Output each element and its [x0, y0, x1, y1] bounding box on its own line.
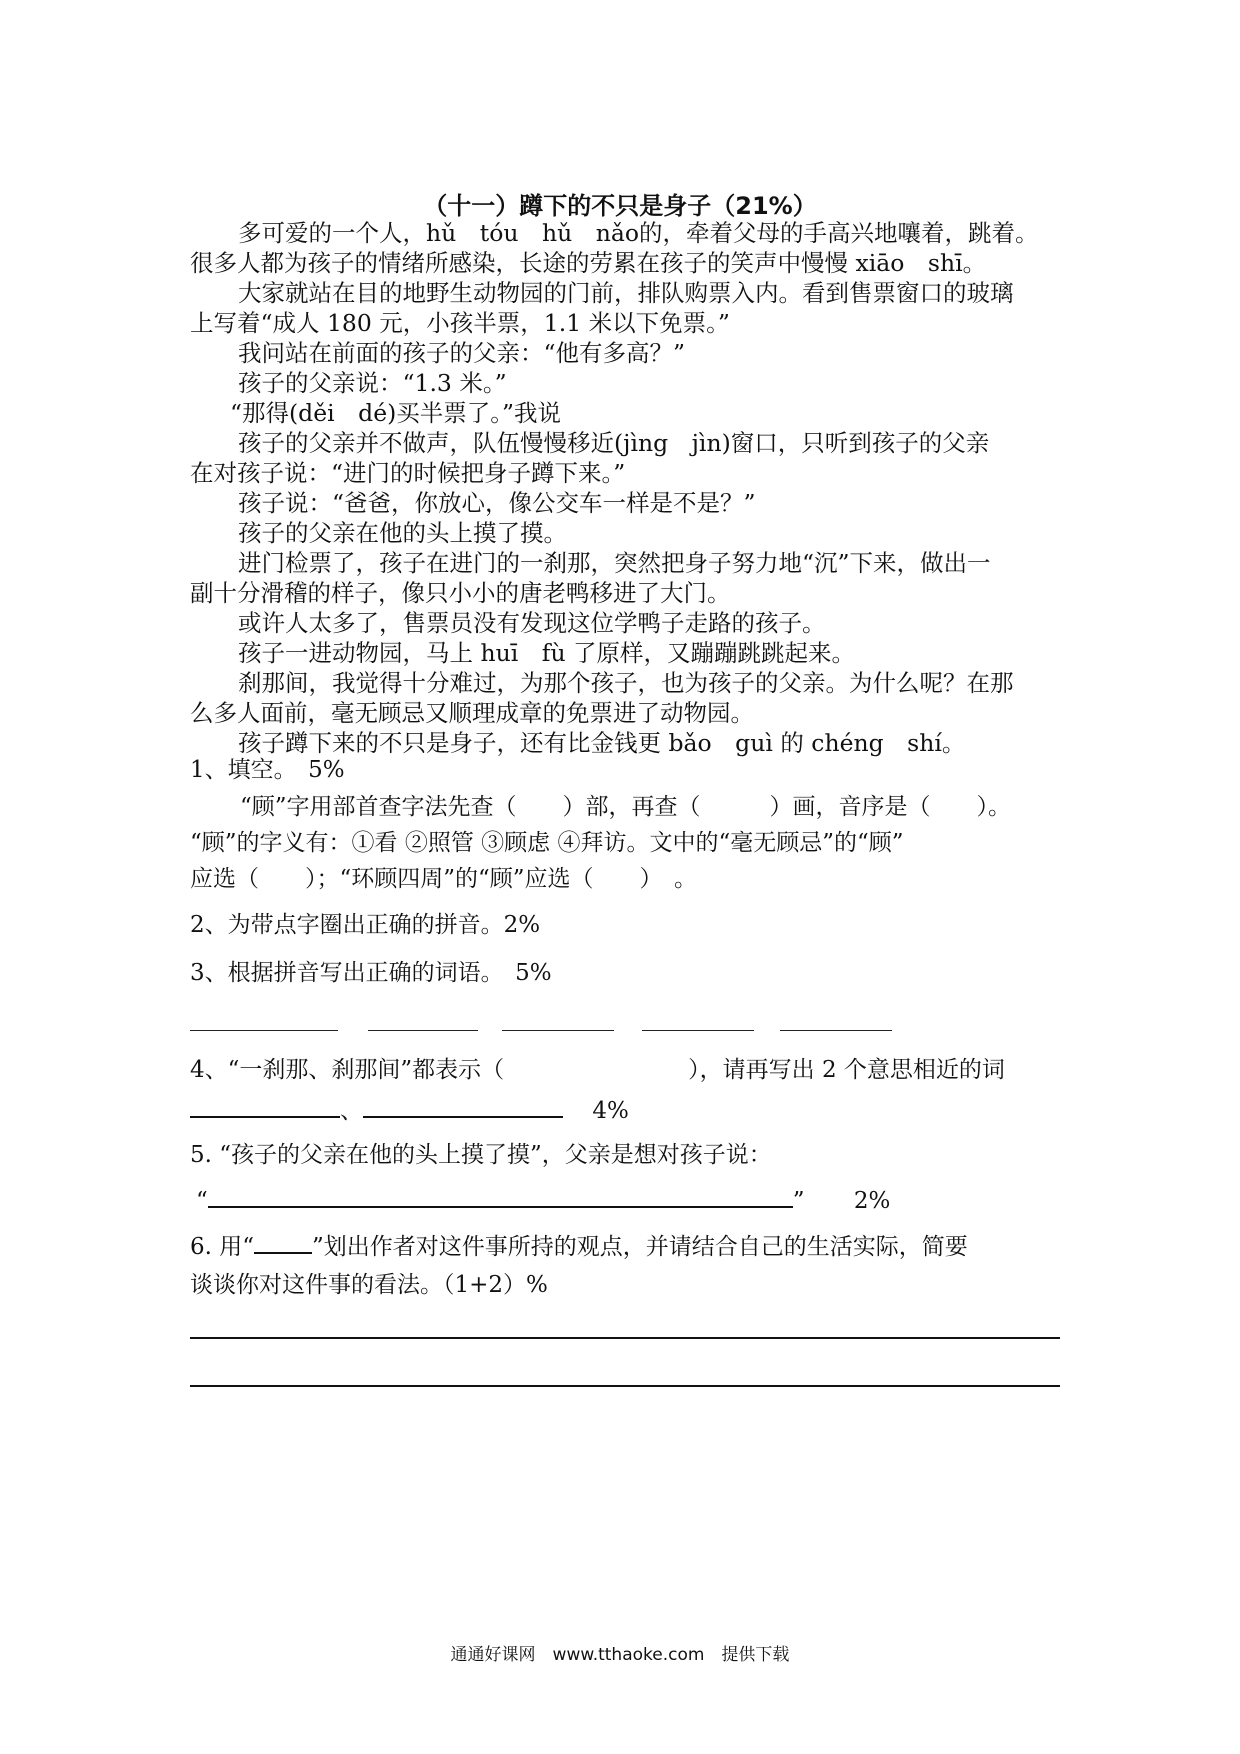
- passage-line: 孩子的父亲并不做声，队伍慢慢移近(jìng jìn)窗口，只听到孩子的父亲: [238, 429, 990, 457]
- question-6-prefix: 6. 用“: [190, 1234, 255, 1260]
- question-1-line: 应选（ ）；“环顾四周”的“顾”应选（ ） 。: [190, 866, 698, 892]
- question-6-line: [190, 1232, 1060, 1262]
- close-quote: ”: [792, 1188, 805, 1214]
- answer-blank[interactable]: [368, 1030, 478, 1031]
- passage-line: 孩子蹲下来的不只是身子，还有比金钱更 bǎo guì 的 chéng shí。: [238, 729, 966, 757]
- answer-line[interactable]: [190, 1385, 1060, 1387]
- passage-line: 孩子说：“爸爸，你放心，像公交车一样是不是？”: [238, 489, 756, 517]
- question-6-suffix: ”划出作者对这件事所持的观点，并请结合自己的生活实际，简要: [312, 1234, 968, 1260]
- passage-line: 大家就站在目的地野生动物园的门前，排队购票入内。看到售票窗口的玻璃: [238, 279, 1014, 307]
- passage-line: 刹那间，我觉得十分难过，为那个孩子，也为孩子的父亲。为什么呢？在那: [238, 669, 1014, 697]
- passage-line: “那得(děi dé)买半票了。”我说: [230, 399, 562, 427]
- question-5: 5. “孩子的父亲在他的头上摸了摸”，父亲是想对孩子说：: [190, 1142, 772, 1168]
- question-2: 2、为带点字圈出正确的拼音。2%: [190, 912, 541, 938]
- passage-line: 在对孩子说：“进门的时候把身子蹲下来。”: [190, 459, 626, 487]
- question-1-line: “顾”字用部首查字法先查（ ）部，再查（ ）画，音序是（ ）。: [240, 794, 1012, 820]
- answer-line[interactable]: [190, 1337, 1060, 1339]
- answer-blank[interactable]: [208, 1186, 793, 1208]
- question-6-line: 谈谈你对这件事的看法。（1+2）%: [190, 1272, 548, 1298]
- passage-line: 进门检票了，孩子在进门的一刹那，突然把身子努力地“沉”下来，做出一: [238, 549, 991, 577]
- question-4-line: 4、“一刹那、刹那间”都表示（ ），请再写出 2 个意思相近的词: [190, 1057, 1005, 1083]
- question-3: 3、根据拼音写出正确的词语。 5%: [190, 960, 552, 986]
- passage-line: 副十分滑稽的样子，像只小小的唐老鸭移进了大门。: [190, 579, 731, 607]
- passage-line: 或许人太多了，售票员没有发现这位学鸭子走路的孩子。: [238, 609, 826, 637]
- passage-line: 多可爱的一个人，hǔ tóu hǔ nǎo的，牵着父母的手高兴地嚷着，跳着。: [238, 219, 1039, 247]
- separator: 、: [340, 1098, 363, 1124]
- passage-line: 很多人都为孩子的情绪所感染，长途的劳累在孩子的笑声中慢慢 xiāo shī。: [190, 249, 987, 277]
- passage-line: 孩子一进动物园，马上 huī fù 了原样，又蹦蹦跳跳起来。: [238, 639, 856, 667]
- passage-line: 孩子的父亲说：“1.3 米。”: [238, 369, 507, 397]
- answer-blank[interactable]: [190, 1030, 338, 1031]
- footer-credit: 通通好课网 www.tthaoke.com 提供下载: [450, 1645, 790, 1665]
- question-5-answer: [190, 1186, 1066, 1216]
- question-3-answer-lines: [190, 1030, 910, 1034]
- passage-line: 上写着“成人 180 元，小孩半票，1.1 米以下免票。”: [190, 309, 730, 337]
- question-4-blanks: [190, 1096, 1060, 1126]
- passage-line: 我问站在前面的孩子的父亲：“他有多高？”: [238, 339, 686, 367]
- answer-blank[interactable]: [502, 1030, 614, 1031]
- section-title: （十一）蹲下的不只是身子（21%）: [423, 192, 817, 220]
- score-label: 2%: [853, 1188, 891, 1214]
- answer-blank[interactable]: [190, 1096, 340, 1118]
- question-1-line: “顾”的字义有：①看 ②照管 ③顾虑 ④拜访。文中的“毫无顾忌”的“顾”: [190, 830, 904, 856]
- answer-blank[interactable]: [642, 1030, 754, 1031]
- score-label: 4%: [592, 1098, 629, 1124]
- question-1-heading: 1、填空。 5%: [190, 757, 345, 783]
- underline-sample: [254, 1232, 312, 1254]
- passage-line: 么多人面前，毫无顾忌又顺理成章的免票进了动物园。: [190, 699, 754, 727]
- answer-blank[interactable]: [780, 1030, 892, 1031]
- answer-blank[interactable]: [363, 1096, 563, 1118]
- open-quote: “: [196, 1188, 208, 1214]
- passage-line: 孩子的父亲在他的头上摸了摸。: [238, 519, 567, 547]
